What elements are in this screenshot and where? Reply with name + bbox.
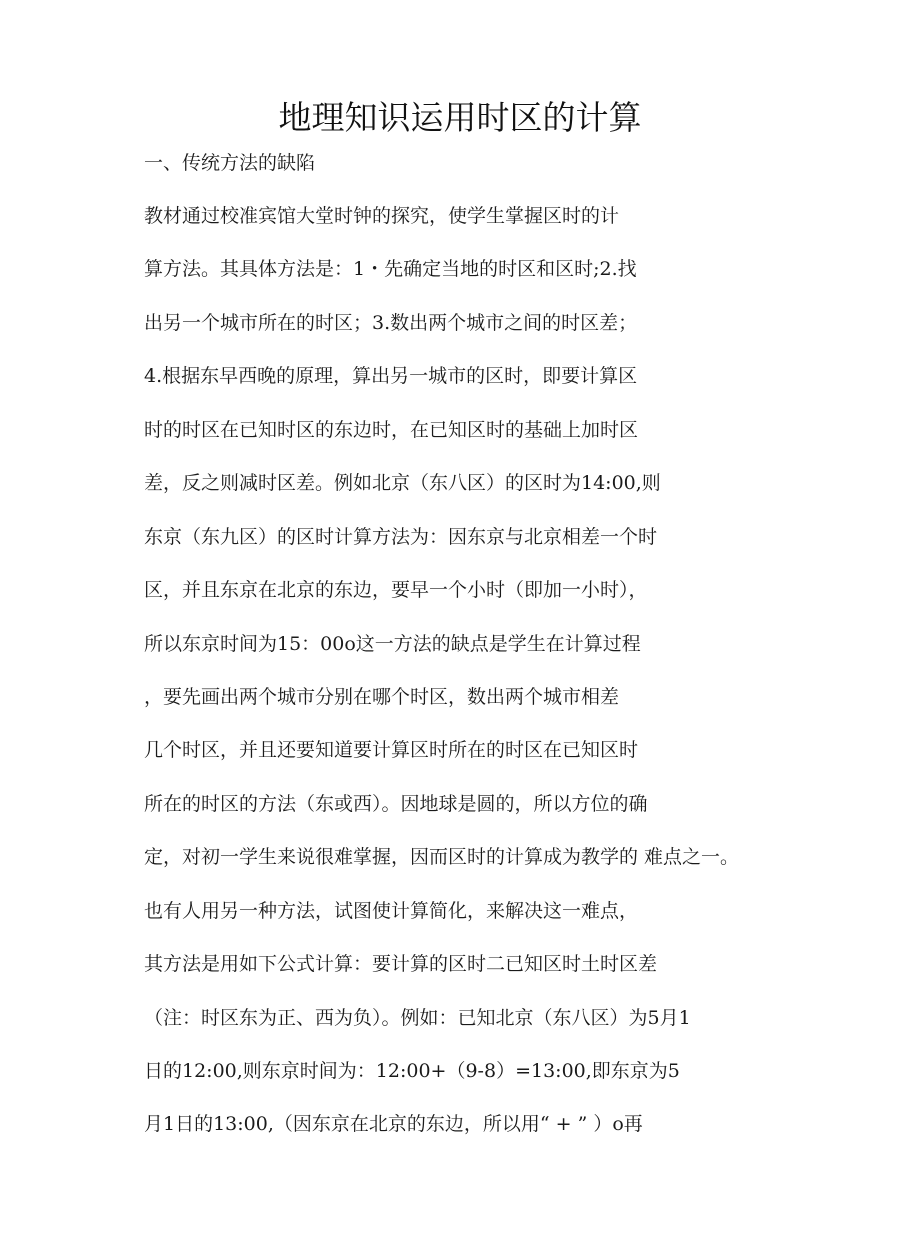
paragraph-line: 东京（东九区）的区时计算方法为：因东京与北京相差一个时 xyxy=(144,526,658,548)
document-title: 地理知识运用时区的计算 xyxy=(278,98,642,138)
section-heading: 一、传统方法的缺陷 xyxy=(144,152,316,174)
paragraph-line: 定，对初一学生来说很难掌握，因而区时的计算成为教学的 难点之一。 xyxy=(144,846,740,868)
paragraph-line: 出另一个城市所在的时区；3.数出两个城市之间的时区差； xyxy=(144,312,638,334)
paragraph-line: 4.根据东早西晚的原理，算出另一城市的区时，即要计算区 xyxy=(144,365,638,387)
paragraph-line: 区，并且东京在北京的东边，要早一个小时（即加一小时）， xyxy=(144,579,648,601)
paragraph-line: 所以东京时间为15：00o这一方法的缺点是学生在计算过程 xyxy=(144,633,641,655)
paragraph-line: 日的12:00,则东京时间为：12:00+（9-8）=13:00,即东京为5 xyxy=(144,1060,680,1082)
paragraph-line: ，要先画出两个城市分别在哪个时区，数出两个城市相差 xyxy=(144,686,620,708)
paragraph-line: 月1日的13:00,（因东京在北京的东边，所以用“ + ” ）o再 xyxy=(144,1113,643,1135)
paragraph-line: 几个时区，并且还要知道要计算区时所在的时区在已知区时 xyxy=(144,739,639,761)
paragraph-line: 时的时区在已知时区的东边时，在已知区时的基础上加时区 xyxy=(144,419,639,441)
paragraph-line: 所在的时区的方法（东或西）。因地球是圆的，所以方位的确 xyxy=(144,793,648,815)
paragraph-line: 差，反之则减时区差。例如北京（东八区）的区时为14:00,则 xyxy=(144,472,661,494)
paragraph-line: 算方法。其具体方法是：1・先确定当地的时区和区时;2.找 xyxy=(144,258,637,280)
paragraph-line: 其方法是用如下公式计算：要计算的区时二已知区时土时区差 xyxy=(144,953,658,975)
paragraph-line: 教材通过校准宾馆大堂时钟的探究，使学生掌握区时的计 xyxy=(144,205,620,227)
paragraph-line: 也有人用另一种方法，试图使计算简化，来解决这一难点， xyxy=(144,900,639,922)
paragraph-line: （注：时区东为正、西为负）。例如：已知北京（东八区）为5月1 xyxy=(144,1007,691,1029)
